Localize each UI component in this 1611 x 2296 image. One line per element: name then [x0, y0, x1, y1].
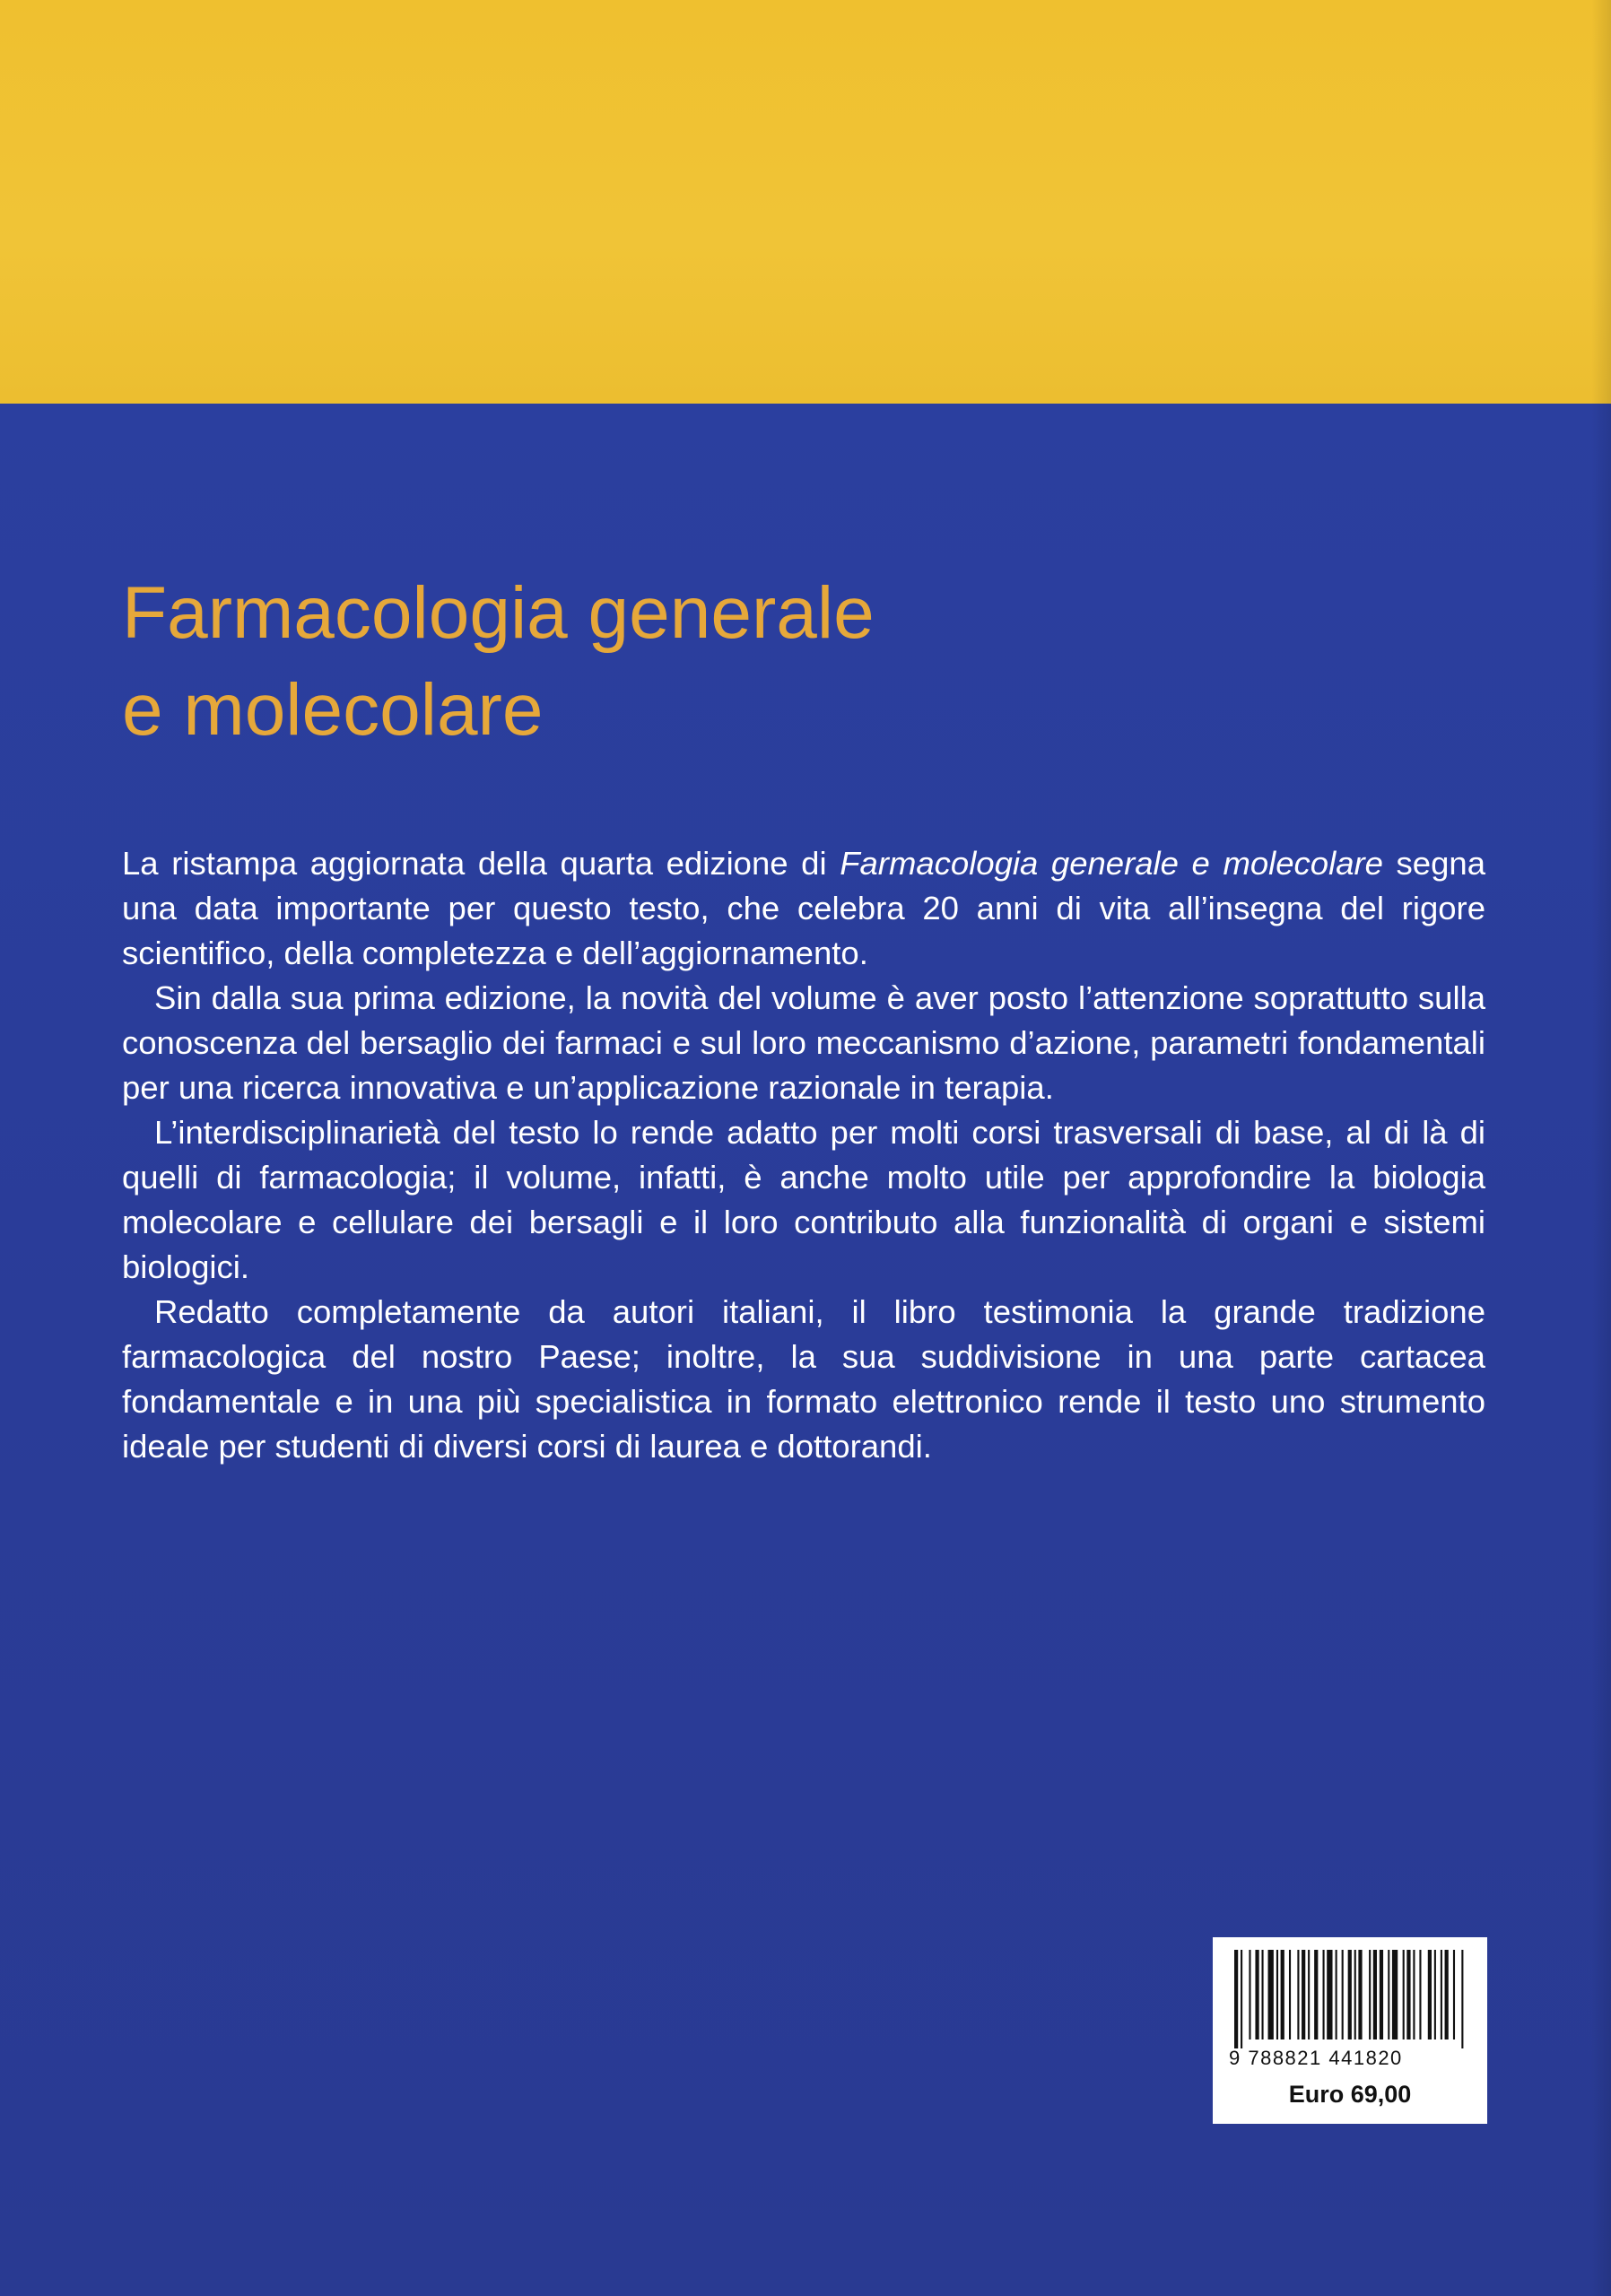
book-title: [122, 565, 1378, 759]
barcode-bar: [1314, 1950, 1318, 2039]
isbn-number: 9 788821 441820: [1229, 2047, 1403, 2069]
barcode-bar: [1403, 1950, 1405, 2039]
barcode-bar: [1255, 1950, 1258, 2039]
barcode-bar: [1276, 1950, 1278, 2039]
blurb-paragraph-2: Sin dalla sua prima edizione, la novità del volume è aver posto l’attenzione soprattutto sulla conoscenza del bersaglio dei farmaci e sul loro meccanismo d’azione, parametri fondamentali per una ricerca innovativa e un’applicazione razionale in terapia.: [122, 979, 1485, 1106]
barcode-bar: [1358, 1950, 1362, 2039]
barcode-bar: [1354, 1950, 1356, 2039]
barcode-bar: [1302, 1950, 1305, 2039]
barcode-bar: [1268, 1950, 1274, 2039]
barcode-bar: [1380, 1950, 1383, 2039]
book-title-line-2: e molecolare: [122, 669, 544, 751]
top-yellow-band: [0, 0, 1611, 404]
barcode-bar: [1388, 1950, 1389, 2039]
blurb-paragraph-1: [122, 841, 1485, 976]
barcode-bar: [1336, 1950, 1337, 2039]
blurb-paragraph-4: Redatto completamente da autori italiani, il libro testimonia la grande tradizione farmacologica del nostro Paese; inoltre, la sua suddivisione in una parte cartacea fondamentale e in una più specialistica in formato elettronico rende il testo uno strumento ideale per studenti di diversi corsi di laurea e dottorandi.: [122, 1293, 1485, 1465]
barcode-bar: [1369, 1950, 1371, 2039]
book-title-line-1: Farmacologia generale: [122, 572, 875, 654]
barcode-bar: [1327, 1950, 1332, 2039]
barcode-bar: [1297, 1950, 1299, 2039]
barcode-bar: [1392, 1950, 1398, 2039]
barcode-bar: [1419, 1950, 1421, 2039]
barcode-bar: [1453, 1950, 1455, 2039]
barcode-bar: [1445, 1950, 1449, 2039]
price-label: Euro 69,00: [1288, 2081, 1412, 2108]
blurb-paragraph-1-start: La ristampa aggiornata della quarta edizione di: [122, 845, 840, 882]
barcode-label: [1213, 1937, 1487, 2124]
barcode-bar: [1428, 1950, 1432, 2039]
page-edge-shadow: [1591, 0, 1611, 2296]
barcode-bar: [1241, 1950, 1242, 2048]
barcode-bar: [1281, 1950, 1284, 2039]
blurb-paragraph-1-title-italic: Farmacologia generale e molecolare: [840, 845, 1383, 882]
barcode-icon: [1234, 1950, 1466, 2048]
barcode-bar: [1413, 1950, 1415, 2039]
barcode-bar: [1249, 1950, 1250, 2039]
blurb-text: [122, 841, 1485, 1469]
barcode-bar: [1234, 1950, 1238, 2048]
barcode-bar: [1308, 1950, 1310, 2039]
barcode-bar: [1348, 1950, 1352, 2039]
barcode-bar: [1342, 1950, 1344, 2039]
barcode-bar: [1261, 1950, 1263, 2039]
barcode-bar: [1289, 1950, 1291, 2039]
blurb-paragraph-3: L’interdisciplinarietà del testo lo rende adatto per molti corsi trasversali di base, al di là di quelli di farmacologia; il volume, infatti, è anche molto utile per approfondire la biologia molecolare e cellulare dei bersagli e il loro contributo alla funzionalità di organi e sistemi biologici.: [122, 1114, 1485, 1285]
blurb-paragraph-1-end: segna una data importante per questo testo, che celebra 20 anni di vita all’insegna del rigore scientifico, della completezza e dell’aggiornamento.: [122, 845, 1486, 971]
barcode-bar: [1461, 1950, 1463, 2048]
barcode-bar: [1441, 1950, 1442, 2039]
barcode-bar: [1434, 1950, 1436, 2039]
barcode-bar: [1406, 1950, 1410, 2039]
barcode-bar: [1323, 1950, 1325, 2039]
barcode-bar: [1373, 1950, 1377, 2039]
